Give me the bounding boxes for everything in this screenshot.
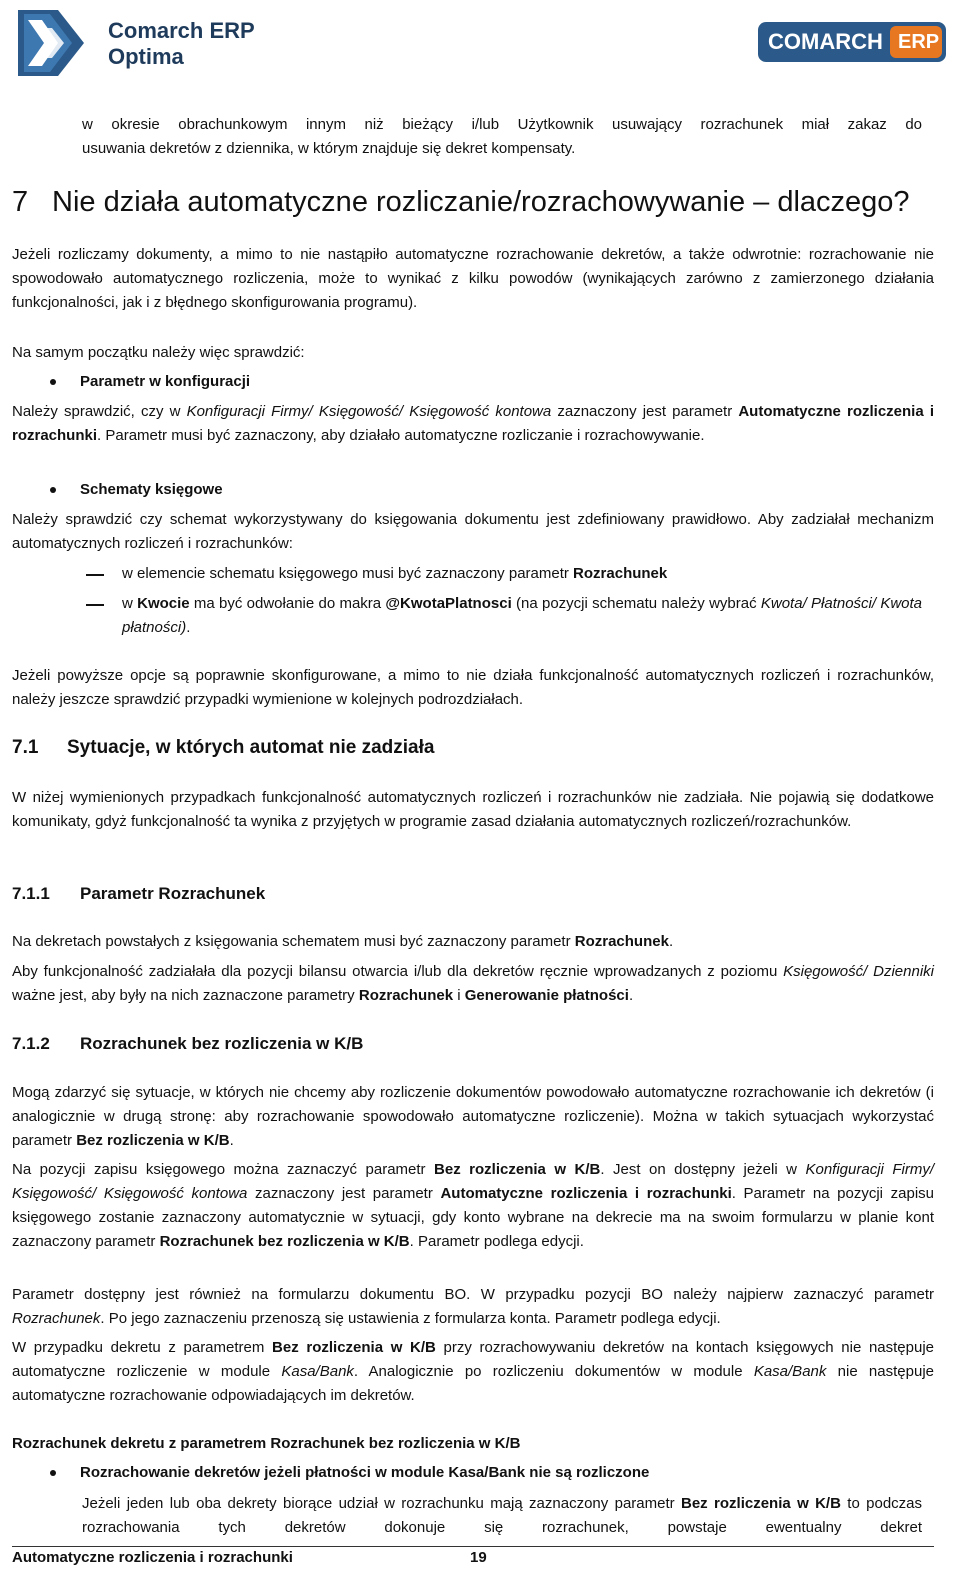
intro-line-1: w okresie obrachunkowym innym niż bieżący i/lub Użytkownik usuwający rozrachunek miał zakaz do xyxy=(82,116,922,133)
s712-p4-italic-2: Kasa/Bank xyxy=(753,1363,827,1380)
dash2-bold-1: Kwocie xyxy=(137,595,190,612)
logo-left-line1: Comarch ERP xyxy=(108,18,255,43)
s712-p4-italic-1: Kasa/Bank xyxy=(281,1363,354,1380)
dash2-bold-2: @KwotaPlatnosci xyxy=(385,595,512,612)
bullet-parametr-w-konfiguracji: Parametr w konfiguracji xyxy=(80,373,251,390)
s711-p2-italic: Księgowość/ Dzienniki xyxy=(783,963,934,980)
s712-p4-text-1: W przypadku dekretu z parametrem xyxy=(12,1339,273,1356)
b1-bold: Automatyczne rozliczenia i rozrachunki xyxy=(12,403,934,444)
s712-p1-bold: Bez rozliczenia w K/B xyxy=(76,1132,230,1149)
logo-left-line2: Optima xyxy=(108,44,184,69)
section-7-1-2-paragraph-2 xyxy=(12,1158,934,1254)
dash1-bold: Rozrachunek xyxy=(573,565,668,582)
dash-item-2 xyxy=(122,592,922,640)
s711-p2-text-2: ważne jest, aby były na nich zaznaczone parametry xyxy=(12,987,359,1004)
section-7-1-1-paragraph-1 xyxy=(12,930,934,954)
s712-p4-end: nie następuje automatyczne rozrachowanie odpowiadających im dekretów. xyxy=(12,1363,934,1404)
s712-p1-end: . xyxy=(229,1132,234,1149)
bp-bold: Bez rozliczenia w K/B xyxy=(681,1495,841,1512)
dash2-text-3: (na pozycji schematu należy wybrać xyxy=(511,595,761,612)
dash-icon xyxy=(86,574,104,576)
s711-p1-bold: Rozrachunek xyxy=(574,933,669,950)
section-7-heading xyxy=(12,182,910,222)
b1-text-2: zaznaczony jest parametr xyxy=(551,403,739,420)
s712-p3-text-2: . Po jego zaznaczeniu przenoszą się ustawienia z formularza konta. Parametr podlega edycji. xyxy=(100,1310,721,1327)
section-7-1-2-number: 7.1.2 xyxy=(12,1034,50,1053)
bullet-icon xyxy=(50,379,56,385)
section-7-1-1-number: 7.1.1 xyxy=(12,884,50,903)
s711-p2-text-3: i xyxy=(453,987,465,1004)
section-7-1-number: 7.1 xyxy=(12,737,39,758)
logo-comarch-erp-optima xyxy=(14,8,274,80)
b1-text-3: . Parametr musi być zaznaczony, aby działało automatyczne rozliczanie i rozrachowywanie. xyxy=(97,427,705,444)
s712-p4-text-2: przy rozrachowywaniu dekretów na kontach księgowych nie następuje automatyczne rozliczenie w module xyxy=(12,1339,934,1380)
section-7-paragraph-3: Jeżeli powyższe opcje są poprawnie skonfigurowane, a mimo to nie działa funkcjonalność automatycznych rozliczeń i rozrachunków, należy jeszcze sprawdzić przypadki wymienione w kolejnych podrozdziałach. xyxy=(12,667,934,708)
s711-p2-bold-2: Generowanie płatności xyxy=(464,987,629,1004)
s712-p2-text-4: . Parametr na pozycji zapisu księgowego zostanie zaznaczony automatycznie w sytuacji, gdy konto wybrane na dekrecie ma na swoim formularzu w planie kont zaznaczony parametr xyxy=(12,1185,935,1250)
section-7-title: Nie działa automatyczne rozliczanie/rozrachowywanie – dlaczego? xyxy=(52,186,910,218)
dash2-text-2: ma być odwołanie do makra xyxy=(189,595,386,612)
section-7-1-2-title: Rozrachunek bez rozliczenia w K/B xyxy=(80,1034,364,1053)
bullet-icon xyxy=(50,1470,56,1476)
section-7-1-title: Sytuacje, w których automat nie zadziała xyxy=(67,737,435,758)
s711-p1-end: . xyxy=(668,933,674,950)
dash-item-1 xyxy=(122,562,667,586)
optima-logo-icon xyxy=(14,8,86,78)
bullet2-paragraph: Należy sprawdzić czy schemat wykorzystywany do księgowania dokumentu jest zdefiniowany prawidłowo. Aby zadziałał mechanizm automatycznych rozliczeń i rozrachunków: xyxy=(12,511,934,552)
dash2-italic: Kwota/ Płatności/ Kwota płatności) xyxy=(122,595,923,636)
footer-title: Automatyczne rozliczenia i rozrachunki xyxy=(12,1549,293,1566)
section-7-1-2-paragraph-1 xyxy=(12,1081,934,1153)
s712-p1-text: Mogą zdarzyć się sytuacje, w których nie chcemy aby rozliczenie dokumentów powodowało automatyczne rozrachowanie ich dekretów (i analogicznie w drugą stronę: aby rozrachowanie spowodowało automatyczne rozliczenie). Można w takich sytuacjach wykorzystać parametr xyxy=(12,1084,934,1149)
s712-p2-text-3: zaznaczony jest parametr xyxy=(247,1185,441,1202)
s712-p2-end: . Parametr podlega edycji. xyxy=(409,1233,584,1250)
s711-p1-text: Na dekretach powstałych z księgowania schematem musi być zaznaczony parametr xyxy=(12,933,575,950)
subheading-rozrachunek-dekretu: Rozrachunek dekretu z parametrem Rozrachunek bez rozliczenia w K/B xyxy=(12,1435,521,1452)
bullet-schematy-ksiegowe: Schematy księgowe xyxy=(80,481,223,498)
bp-text-1: Jeżeli jeden lub oba dekrety biorące udział w rozrachunku mają zaznaczony parametr xyxy=(82,1495,681,1512)
s712-p4-bold: Bez rozliczenia w K/B xyxy=(272,1339,436,1356)
s711-p2-text-1: Aby funkcjonalność zadziałała dla pozycji bilansu otwarcia i/lub dla dekretów ręcznie wprowadzanych z poziomu xyxy=(12,963,784,980)
section-7-1-1-title: Parametr Rozrachunek xyxy=(80,884,266,903)
logo-right-suffix: ERP xyxy=(898,31,940,53)
bullet-rozrachowanie-dekretow: Rozrachowanie dekretów jeżeli płatności w module Kasa/Bank nie są rozliczone xyxy=(80,1464,650,1481)
section-7-1-2-heading xyxy=(12,1032,363,1056)
dash1-text: w elemencie schematu księgowego musi być zaznaczony parametr xyxy=(122,565,574,582)
s712-p3-text-1: Parametr dostępny jest również na formularzu dokumentu BO. W przypadku pozycji BO należy najpierw zaznaczyć parametr xyxy=(12,1286,934,1303)
bp-text-2: to podczas rozrachowania tych dekretów dokonuje się rozrachunek, powstaje ewentualny dekret xyxy=(82,1495,922,1536)
s712-p2-italic: Konfiguracji Firmy/ Księgowość/ Księgowość kontowa xyxy=(12,1161,934,1202)
section-7-1-heading xyxy=(12,736,434,760)
s712-p2-bold-1: Bez rozliczenia w K/B xyxy=(434,1161,601,1178)
section-7-paragraph-2: Na samym początku należy więc sprawdzić: xyxy=(12,344,305,361)
section-7-paragraph-1: Jeżeli rozliczamy dokumenty, a mimo to nie nastąpiło automatyczne rozrachowanie dekretów, a także odwrotnie: rozrachowanie nie spowodowało automatycznego rozliczenia, może to wynikać z kilku powodów (wynikających zarówno z zamierzonego działania funkcjonalności, jak i z błędnego skonfigurowania programu). xyxy=(12,246,934,311)
dash2-text-4: . xyxy=(186,619,191,636)
s712-p3-italic: Rozrachunek xyxy=(12,1310,101,1327)
section-7-1-paragraph: W niżej wymienionych przypadkach funkcjonalność automatycznych rozliczeń i rozrachunków nie zadziała. Nie pojawią się dodatkowe komunikaty, gdyż funkcjonalność ta wynika z przyjętych w programie zasad działania automatycznych rozliczeń/rozrachunków. xyxy=(12,789,934,830)
s712-p2-bold-3: Rozrachunek bez rozliczenia w K/B xyxy=(159,1233,410,1250)
bullet1-paragraph xyxy=(12,400,934,448)
s711-p2-end: . xyxy=(628,987,634,1004)
section-7-1-1-heading xyxy=(12,882,265,906)
s711-p2-bold-1: Rozrachunek xyxy=(358,987,454,1004)
logo-right-word: COMARCH xyxy=(768,29,883,54)
b1-text-1: Należy sprawdzić, czy w xyxy=(12,403,187,420)
dash-icon xyxy=(86,604,104,606)
footer-page-number: 19 xyxy=(470,1549,487,1566)
intro-line-2: usuwania dekretów z dziennika, w którym znajduje się dekret kompensaty. xyxy=(82,140,576,157)
bullet-paragraph-rozrachowanie xyxy=(82,1492,922,1540)
b1-italic: Konfiguracji Firmy/ Księgowość/ Księgowość kontowa xyxy=(186,403,552,420)
logo-comarch-erp xyxy=(758,22,946,62)
s712-p2-bold-2: Automatyczne rozliczenia i rozrachunki xyxy=(440,1185,732,1202)
section-7-1-2-paragraph-4 xyxy=(12,1336,934,1408)
s712-p2-text-2: . Jest on dostępny jeżeli w xyxy=(600,1161,806,1178)
dash2-text-1: w xyxy=(122,595,138,612)
bullet-icon xyxy=(50,487,56,493)
section-7-1-2-paragraph-3 xyxy=(12,1283,934,1331)
section-7-number: 7 xyxy=(12,186,29,218)
s712-p2-text-1: Na pozycji zapisu księgowego można zaznaczyć parametr xyxy=(12,1161,435,1178)
s712-p4-text-3: . Analogicznie po rozliczeniu dokumentów w module xyxy=(353,1363,754,1380)
section-7-1-1-paragraph-2 xyxy=(12,960,934,1008)
